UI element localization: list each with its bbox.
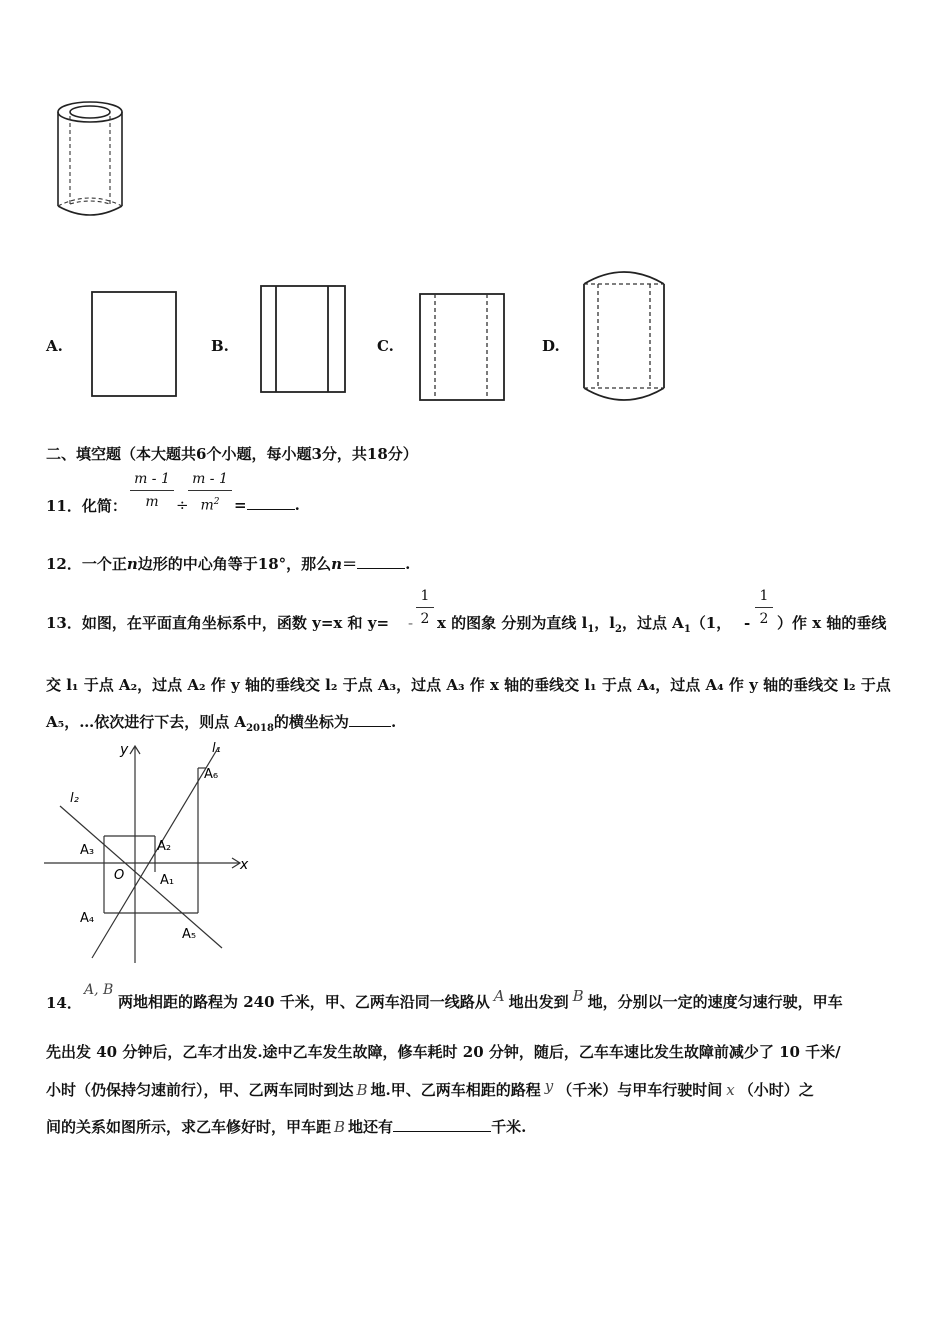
q13-half-2-num: 1	[759, 588, 769, 604]
option-b-label: B.	[211, 337, 229, 355]
q12-post: ＝	[342, 555, 358, 573]
q14-ab: A, B	[84, 982, 114, 998]
q14-p2: 地出发到	[508, 993, 569, 1011]
q12-end: .	[405, 555, 411, 573]
graph-a6-label: A₆	[204, 767, 219, 782]
cylinder-figure	[50, 98, 135, 223]
q12-var-n: n	[126, 555, 138, 573]
q13-line1-c: ）作 x 轴的垂线	[777, 614, 887, 632]
option-c-label: C.	[377, 337, 394, 355]
graph-a1-label: A₁	[160, 873, 175, 888]
q14-b: B	[572, 987, 584, 1005]
q11-answer: = .	[234, 496, 300, 514]
q13-line2: 交 l₁ 于点 A₂，过点 A₂ 作 y 轴的垂线交 l₂ 于点 A₃，过点 A₃ 作 x 轴的垂线交 l₁ 于点 A₄，过点 A₄ 作 y 轴的垂线交 l₂ 于点	[46, 676, 891, 694]
q13-line3a: A₅，…依次进行下去，则点 A	[46, 713, 247, 731]
graph-a3-label: A₃	[80, 843, 95, 858]
q11-frac1-numerator: m - 1	[134, 471, 170, 487]
section-heading: 二、填空题（本大题共6个小题，每小题3分，共18分）	[46, 445, 418, 463]
q13-half-1-den: 2	[420, 611, 430, 627]
q14-p3: 地，分别以一定的速度匀速行驶，甲车	[587, 993, 843, 1011]
q13-line1-b	[437, 614, 731, 639]
q14-line3-b: B	[356, 1081, 368, 1099]
q13-sub-1: 1	[587, 624, 595, 635]
q11-fraction-2	[188, 470, 232, 515]
q13-answer-blank[interactable]	[349, 726, 391, 727]
q11-divide-sign: ÷	[176, 496, 189, 514]
option-a-label: A.	[46, 337, 63, 355]
q14-line4	[46, 1118, 526, 1136]
graph-l2-label: l₂	[70, 791, 79, 806]
graph-a2-label: A₂	[157, 839, 172, 854]
option-c-figure	[416, 290, 508, 404]
q12-pre: 12．一个正	[46, 555, 127, 573]
q14-line3-x: x	[726, 1081, 735, 1099]
graph-origin-label: O	[114, 868, 125, 883]
q14-answer-blank[interactable]	[393, 1131, 491, 1132]
q14-p1: 两地相距的路程为 240 千米，甲、乙两车沿同一线路从	[118, 993, 490, 1011]
q12-var-n2: n	[331, 555, 343, 573]
option-d-figure	[578, 266, 670, 408]
q11-label: 11．化简：	[46, 497, 127, 515]
q11-answer-blank[interactable]	[247, 509, 295, 510]
q13-line3-sub: 2018	[246, 723, 274, 734]
q13-half-2	[755, 587, 773, 628]
q14-line3b: 地.甲、乙两车相距的路程	[370, 1081, 541, 1099]
q13-p2: x 的图象 分别为直线 l	[437, 614, 588, 632]
q14-line4b: 地还有	[348, 1118, 394, 1136]
q13-p2b: ，l	[594, 614, 615, 632]
q14-line3a: 小时（仍保持匀速前行），甲、乙两车同时到达	[46, 1081, 354, 1099]
coordinate-graph	[40, 738, 256, 968]
graph-a5-label: A₅	[182, 927, 197, 942]
graph-l1-label: l₁	[212, 741, 221, 756]
q13-minus: -	[408, 614, 414, 632]
q13-line3	[46, 713, 396, 738]
q11-frac2-exponent: 2	[213, 497, 220, 507]
q13-p2d: （1，	[690, 614, 732, 632]
q14-line3d: （小时）之	[738, 1081, 814, 1099]
q11-frac2-denominator: m	[200, 497, 214, 514]
q14-line4a: 间的关系如图所示，求乙车修好时，甲车距	[46, 1118, 332, 1136]
q12-text	[46, 555, 410, 573]
q12-mid: 边形的中心角等于18°，那么	[137, 555, 332, 573]
q11-frac2-numerator: m - 1	[192, 471, 228, 487]
option-b-figure	[257, 282, 349, 396]
q14-line2: 先出发 40 分钟后，乙车才出发.途中乙车发生故障，修车耗时 20 分钟，随后，乙车车速比发生故障前减少了 10 千米/	[46, 1043, 841, 1061]
graph-a4-label: A₄	[80, 911, 95, 926]
q14-line1	[118, 987, 843, 1011]
graph-y-label: y	[120, 742, 129, 758]
q12-answer-blank[interactable]	[357, 568, 405, 569]
q13-minus-2: -	[744, 614, 751, 632]
q13-p2c: ，过点 A	[621, 614, 684, 632]
q14-a: A	[493, 987, 505, 1005]
q11-equals: =	[234, 496, 247, 514]
q14-line3c: （千米）与甲车行驶时间	[557, 1081, 723, 1099]
q14-line3	[46, 1077, 814, 1099]
q13-half-1-num: 1	[420, 588, 430, 604]
q14-number: 14．	[46, 994, 82, 1012]
option-d-label: D.	[542, 337, 560, 355]
q13-line3-end: .	[390, 713, 397, 731]
q13-line3b: 的横坐标为	[273, 713, 349, 731]
q14-line4c: 千米.	[491, 1118, 527, 1136]
q13-line1-a: 13．如图，在平面直角坐标系中，函数 y=x 和 y=	[46, 614, 390, 632]
q11-frac1-denominator: m	[145, 494, 159, 510]
q14-line4-b: B	[334, 1118, 346, 1136]
option-a-figure	[88, 288, 180, 400]
graph-x-label: x	[240, 857, 249, 873]
q13-sub-2: 2	[614, 624, 622, 635]
q13-half-1	[416, 587, 434, 628]
q14-line3-y: y	[544, 1077, 554, 1095]
q11-fraction-1	[130, 470, 174, 511]
q13-half-2-den: 2	[759, 611, 769, 627]
q13-sub-3: 1	[683, 624, 691, 635]
